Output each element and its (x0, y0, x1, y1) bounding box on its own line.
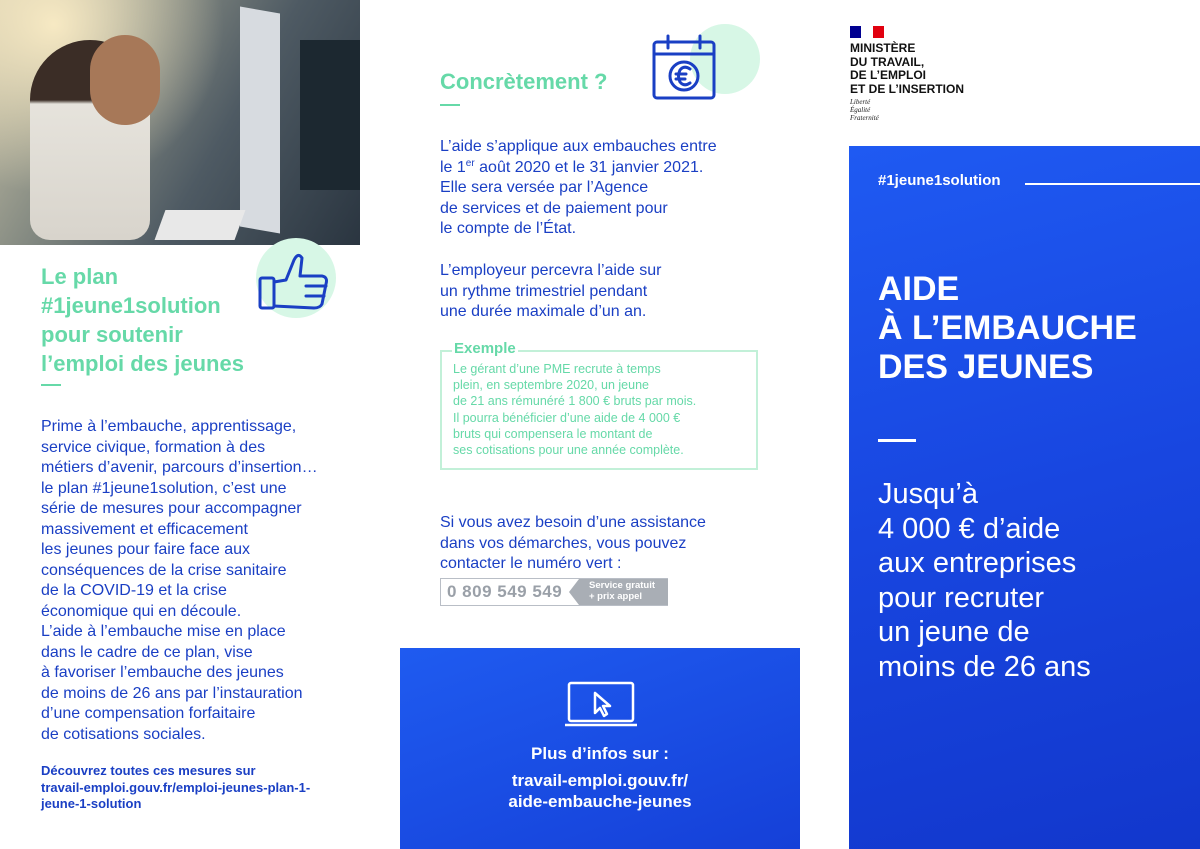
plan-description: Prime à l’embauche, apprentissage, service civique, formation à des métiers d’avenir, parcours d’insertion… le plan #1jeune1solution, c’est une série de mesures pour accompagner massivement et efficacement les jeunes pour faire face aux conséquences de la crise sanitaire de la COVID-19 et la crise économique qui en découle. L’aide à l’embauche mise en place dans le cadre de ce plan, vise à favoriser l’embauche des jeunes de moins de 26 ans par l’instauration d’une compensation forfaitaire de cotisations sociales. (41, 418, 318, 743)
concretely-divider (440, 104, 460, 106)
concretely-title: Concrètement ? (440, 69, 608, 94)
french-flag-logo (850, 26, 884, 38)
cover-title: AIDE À L’EMBAUCHE DES JEUNES (878, 270, 1137, 386)
hashtag-rule (1025, 183, 1200, 185)
left-panel (0, 0, 360, 849)
free-service-tag: Service gratuit + prix appel (579, 579, 668, 605)
republic-motto: Liberté Égalité Fraternité (850, 98, 879, 122)
plan-title: Le plan #1jeune1solution pour soutenir l’emploi des jeunes (41, 264, 244, 376)
example-title: Exemple (454, 340, 516, 357)
cover-subtitle: Jusqu’à 4 000 € d’aide aux entreprises pour recruter un jeune de moins de 26 ans (878, 478, 1091, 683)
photo-young-people-at-computers (0, 0, 360, 245)
hashtag-label: #1jeune1solution (878, 172, 1001, 189)
title-divider (41, 384, 61, 386)
aid-period-line: le compte de l’État. (440, 220, 577, 237)
payment-rhythm-paragraph: L’employeur percevra l’aide sur un rythme trimestriel pendant une durée maximale d’un an. (440, 262, 662, 320)
calendar-euro-icon (650, 32, 722, 109)
cover-panel (849, 146, 1200, 849)
ministry-name: MINISTÈRE DU TRAVAIL, DE L’EMPLOI ET DE L’INSERTION (850, 41, 965, 96)
computer-cursor-icon (565, 681, 637, 736)
green-number-badge[interactable] (440, 578, 668, 606)
aid-period-line: L’aide s’applique aux embauches entre (440, 138, 717, 155)
more-info-box (400, 648, 800, 849)
aid-period-line: de services et de paiement pour (440, 199, 668, 217)
example-text: Le gérant d’une PME recrute à temps plein, en septembre 2020, un jeune de 21 ans rémunéré 1 800 € bruts par mois. Il pourra bénéficier d’une aide de 4 000 € bruts qui compensera le montant de ses cotisations pour une année complète. (453, 362, 697, 458)
aid-period-line: le 1er août 2020 et le 31 janvier 2021. (440, 157, 704, 176)
aid-period-paragraph (440, 137, 770, 240)
phone-number[interactable]: 0 809 549 549 (447, 582, 563, 601)
assistance-paragraph: Si vous avez besoin d’une assistance dans vos démarches, vous pouvez contacter le numéro vert : (440, 514, 706, 572)
plan-more-link[interactable]: Découvrez toutes ces mesures sur travail-emploi.gouv.fr/emploi-jeunes-plan-1- jeune-1-solution (41, 763, 311, 811)
aid-period-line: Elle sera versée par l’Agence (440, 179, 649, 196)
more-info-label: Plus d’infos sur : (531, 744, 669, 763)
cover-divider (878, 439, 916, 442)
more-info-link[interactable]: travail-emploi.gouv.fr/ aide-embauche-jeunes (508, 771, 692, 811)
